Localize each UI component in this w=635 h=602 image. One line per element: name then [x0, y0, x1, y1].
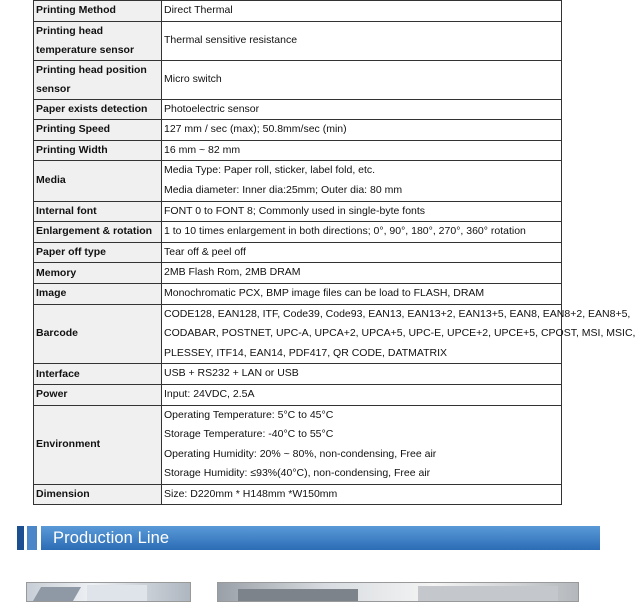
spec-value-line: Monochromatic PCX, BMP image files can be load to FLASH, DRAM	[164, 286, 485, 299]
spec-value-line: 1 to 10 times enlargement in both directions; 0°, 90°, 180°, 270°, 360° rotation	[164, 225, 526, 238]
spec-value-line: Thermal sensitive resistance	[164, 33, 298, 46]
spec-row	[34, 161, 562, 201]
spec-label: Paper exists detection	[34, 99, 162, 120]
spec-label: Printing head position sensor	[34, 60, 162, 99]
spec-label: Printing Method	[34, 1, 162, 22]
spec-value-line: PLESSEY, ITF14, EAN14, PDF417, QR CODE, DATMATRIX	[164, 346, 448, 359]
spec-label: Media	[34, 161, 162, 201]
spec-row	[34, 405, 562, 484]
spec-label: Paper off type	[34, 242, 162, 263]
spec-label: Interface	[34, 364, 162, 385]
spec-row	[34, 120, 562, 141]
spec-value-line: Operating Temperature: 5°C to 45°C	[164, 408, 334, 421]
spec-value	[162, 484, 562, 505]
spec-label: Environment	[34, 405, 162, 484]
spec-value	[162, 161, 562, 201]
spec-value-line: 127 mm / sec (max); 50.8mm/sec (min)	[164, 123, 347, 136]
spec-value-line: 2MB Flash Rom, 2MB DRAM	[164, 266, 301, 279]
spec-row	[34, 384, 562, 405]
spec-label: Dimension	[34, 484, 162, 505]
spec-row	[34, 140, 562, 161]
spec-value	[162, 364, 562, 385]
spec-value-line: 16 mm ~ 82 mm	[164, 143, 241, 156]
spec-row	[34, 222, 562, 243]
section-title: Production Line	[53, 529, 170, 547]
spec-value-line: Photoelectric sensor	[164, 102, 260, 115]
spec-value	[162, 1, 562, 22]
spec-value	[162, 283, 562, 304]
spec-table	[33, 0, 635, 505]
banner-accent-light	[27, 526, 37, 550]
spec-label: Memory	[34, 263, 162, 284]
spec-value-line: Size: D220mm * H148mm *W150mm	[164, 487, 338, 500]
spec-row	[34, 21, 562, 60]
spec-row	[34, 201, 562, 222]
spec-value	[162, 304, 635, 364]
production-photo-left	[26, 582, 191, 602]
spec-label: Printing head temperature sensor	[34, 21, 162, 60]
spec-value-line: USB + RS232 + LAN or USB	[164, 367, 299, 380]
spec-row	[34, 99, 562, 120]
spec-label: Image	[34, 283, 162, 304]
section-banner	[17, 526, 600, 550]
spec-value	[162, 222, 562, 243]
spec-row	[34, 364, 562, 385]
spec-label: Printing Width	[34, 140, 162, 161]
spec-value	[162, 201, 562, 222]
spec-value	[162, 120, 562, 141]
spec-value-line: Operating Humidity: 20% ~ 80%, non-condensing, Free air	[164, 447, 437, 460]
spec-value-line: Input: 24VDC, 2.5A	[164, 387, 255, 400]
spec-value-line: CODABAR, POSTNET, UPC-A, UPCA+2, UPCA+5, UPC-E, UPCE+2, UPCE+5, CPOST, MSI, MSIC,	[164, 327, 635, 340]
spec-value	[162, 140, 562, 161]
spec-value-line: Storage Temperature: -40°C to 55°C	[164, 428, 334, 441]
spec-value	[162, 263, 562, 284]
spec-value-line: Media Type: Paper roll, sticker, label fold, etc.	[164, 164, 376, 177]
spec-value	[162, 405, 562, 484]
spec-value-line: CODE128, EAN128, ITF, Code39, Code93, EAN13, EAN13+2, EAN13+5, EAN8, EAN8+2, EAN8+5,	[164, 307, 631, 320]
spec-row	[34, 1, 562, 22]
spec-value-line: Tear off & peel off	[164, 245, 246, 258]
spec-value-line: Direct Thermal	[164, 4, 233, 16]
banner-accent-dark	[17, 526, 24, 550]
spec-value-line: Storage Humidity: ≤93%(40°C), non-condensing, Free air	[164, 467, 431, 480]
spec-label: Internal font	[34, 201, 162, 222]
spec-label: Power	[34, 384, 162, 405]
spec-value-line: Micro switch	[164, 72, 222, 85]
spec-value	[162, 384, 562, 405]
spec-value	[162, 60, 562, 99]
spec-value	[162, 21, 562, 60]
spec-row	[34, 60, 562, 99]
spec-value-line: Media diameter: Inner dia:25mm; Outer dia: 80 mm	[164, 183, 403, 196]
production-photo-right	[217, 582, 579, 602]
spec-row	[34, 304, 562, 364]
spec-label: Printing Speed	[34, 120, 162, 141]
spec-row	[34, 242, 562, 263]
spec-label: Barcode	[34, 304, 162, 364]
spec-value	[162, 99, 562, 120]
spec-row	[34, 484, 562, 505]
spec-label: Enlargement & rotation	[34, 222, 162, 243]
spec-value-line: FONT 0 to FONT 8; Commonly used in single-byte fonts	[164, 204, 426, 217]
spec-row	[34, 263, 562, 284]
spec-value	[162, 242, 562, 263]
spec-row	[34, 283, 562, 304]
